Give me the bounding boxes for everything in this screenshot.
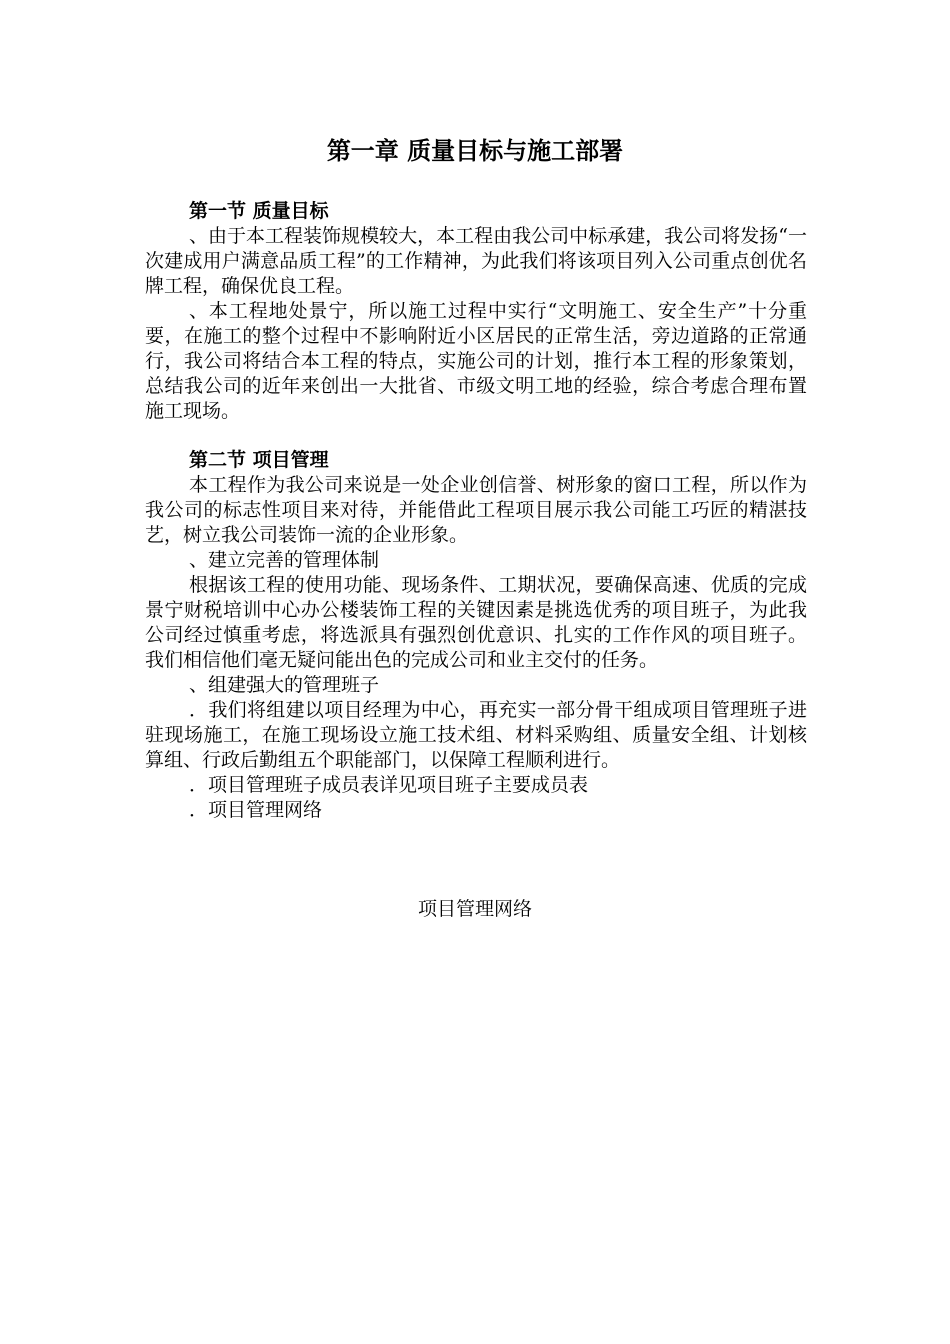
paragraph: 根据该工程的使用功能、现场条件、工期状况，要确保高速、优质的完成景宁财税培训中心办公楼装饰工程的关键因素是挑选优秀的项目班子，为此我公司经过慎重考虑，将选派具有强烈创优意识、扎实的工作作风的项目班子。我们相信他们毫无疑问能出色的完成公司和业主交付的任务。 [145, 574, 807, 671]
paragraph: 、由于本工程装饰规模较大，本工程由我公司中标承建，我公司将发扬“一次建成用户满意品质工程”的工作精神，为此我们将该项目列入公司重点创优名牌工程，确保优良工程。 [145, 225, 807, 297]
section-quality-goals [145, 199, 807, 424]
list-item: ．项目管理网络 [189, 799, 323, 821]
list-item: 、建立完善的管理体制 [189, 549, 380, 571]
section-project-management [145, 448, 807, 823]
paragraph: 本工程作为我公司来说是一处企业创信誉、树形象的窗口工程，所以作为我公司的标志性项目来对待，并能借此工程项目展示我公司能工巧匠的精湛技艺，树立我公司装饰一流的企业形象。 [145, 474, 807, 546]
section-heading: 第一节 质量目标 [189, 200, 329, 222]
list-item: ．项目管理班子成员表详见项目班子主要成员表 [189, 774, 589, 796]
diagram-caption: 项目管理网络 [417, 898, 532, 920]
list-item: 、组建强大的管理班子 [189, 674, 380, 696]
section-heading: 第二节 项目管理 [189, 449, 329, 471]
paragraph: 、本工程地处景宁，所以施工过程中实行“文明施工、安全生产”十分重要，在施工的整个过程中不影响附近小区居民的正常生活，旁边道路的正常通行，我公司将结合本工程的特点，实施公司的计划，推行本工程的形象策划，总结我公司的近年来创出一大批省、市级文明工地的经验，综合考虑合理布置施工现场。 [145, 300, 807, 422]
paragraph: ．我们将组建以项目经理为中心，再充实一部分骨干组成项目管理班子进驻现场施工，在施工现场设立施工技术组、材料采购组、质量安全组、计划核算组、行政后勤组五个职能部门，以保障工程顺利进行。 [145, 699, 807, 771]
chapter-title: 第一章 质量目标与施工部署 [326, 137, 624, 165]
